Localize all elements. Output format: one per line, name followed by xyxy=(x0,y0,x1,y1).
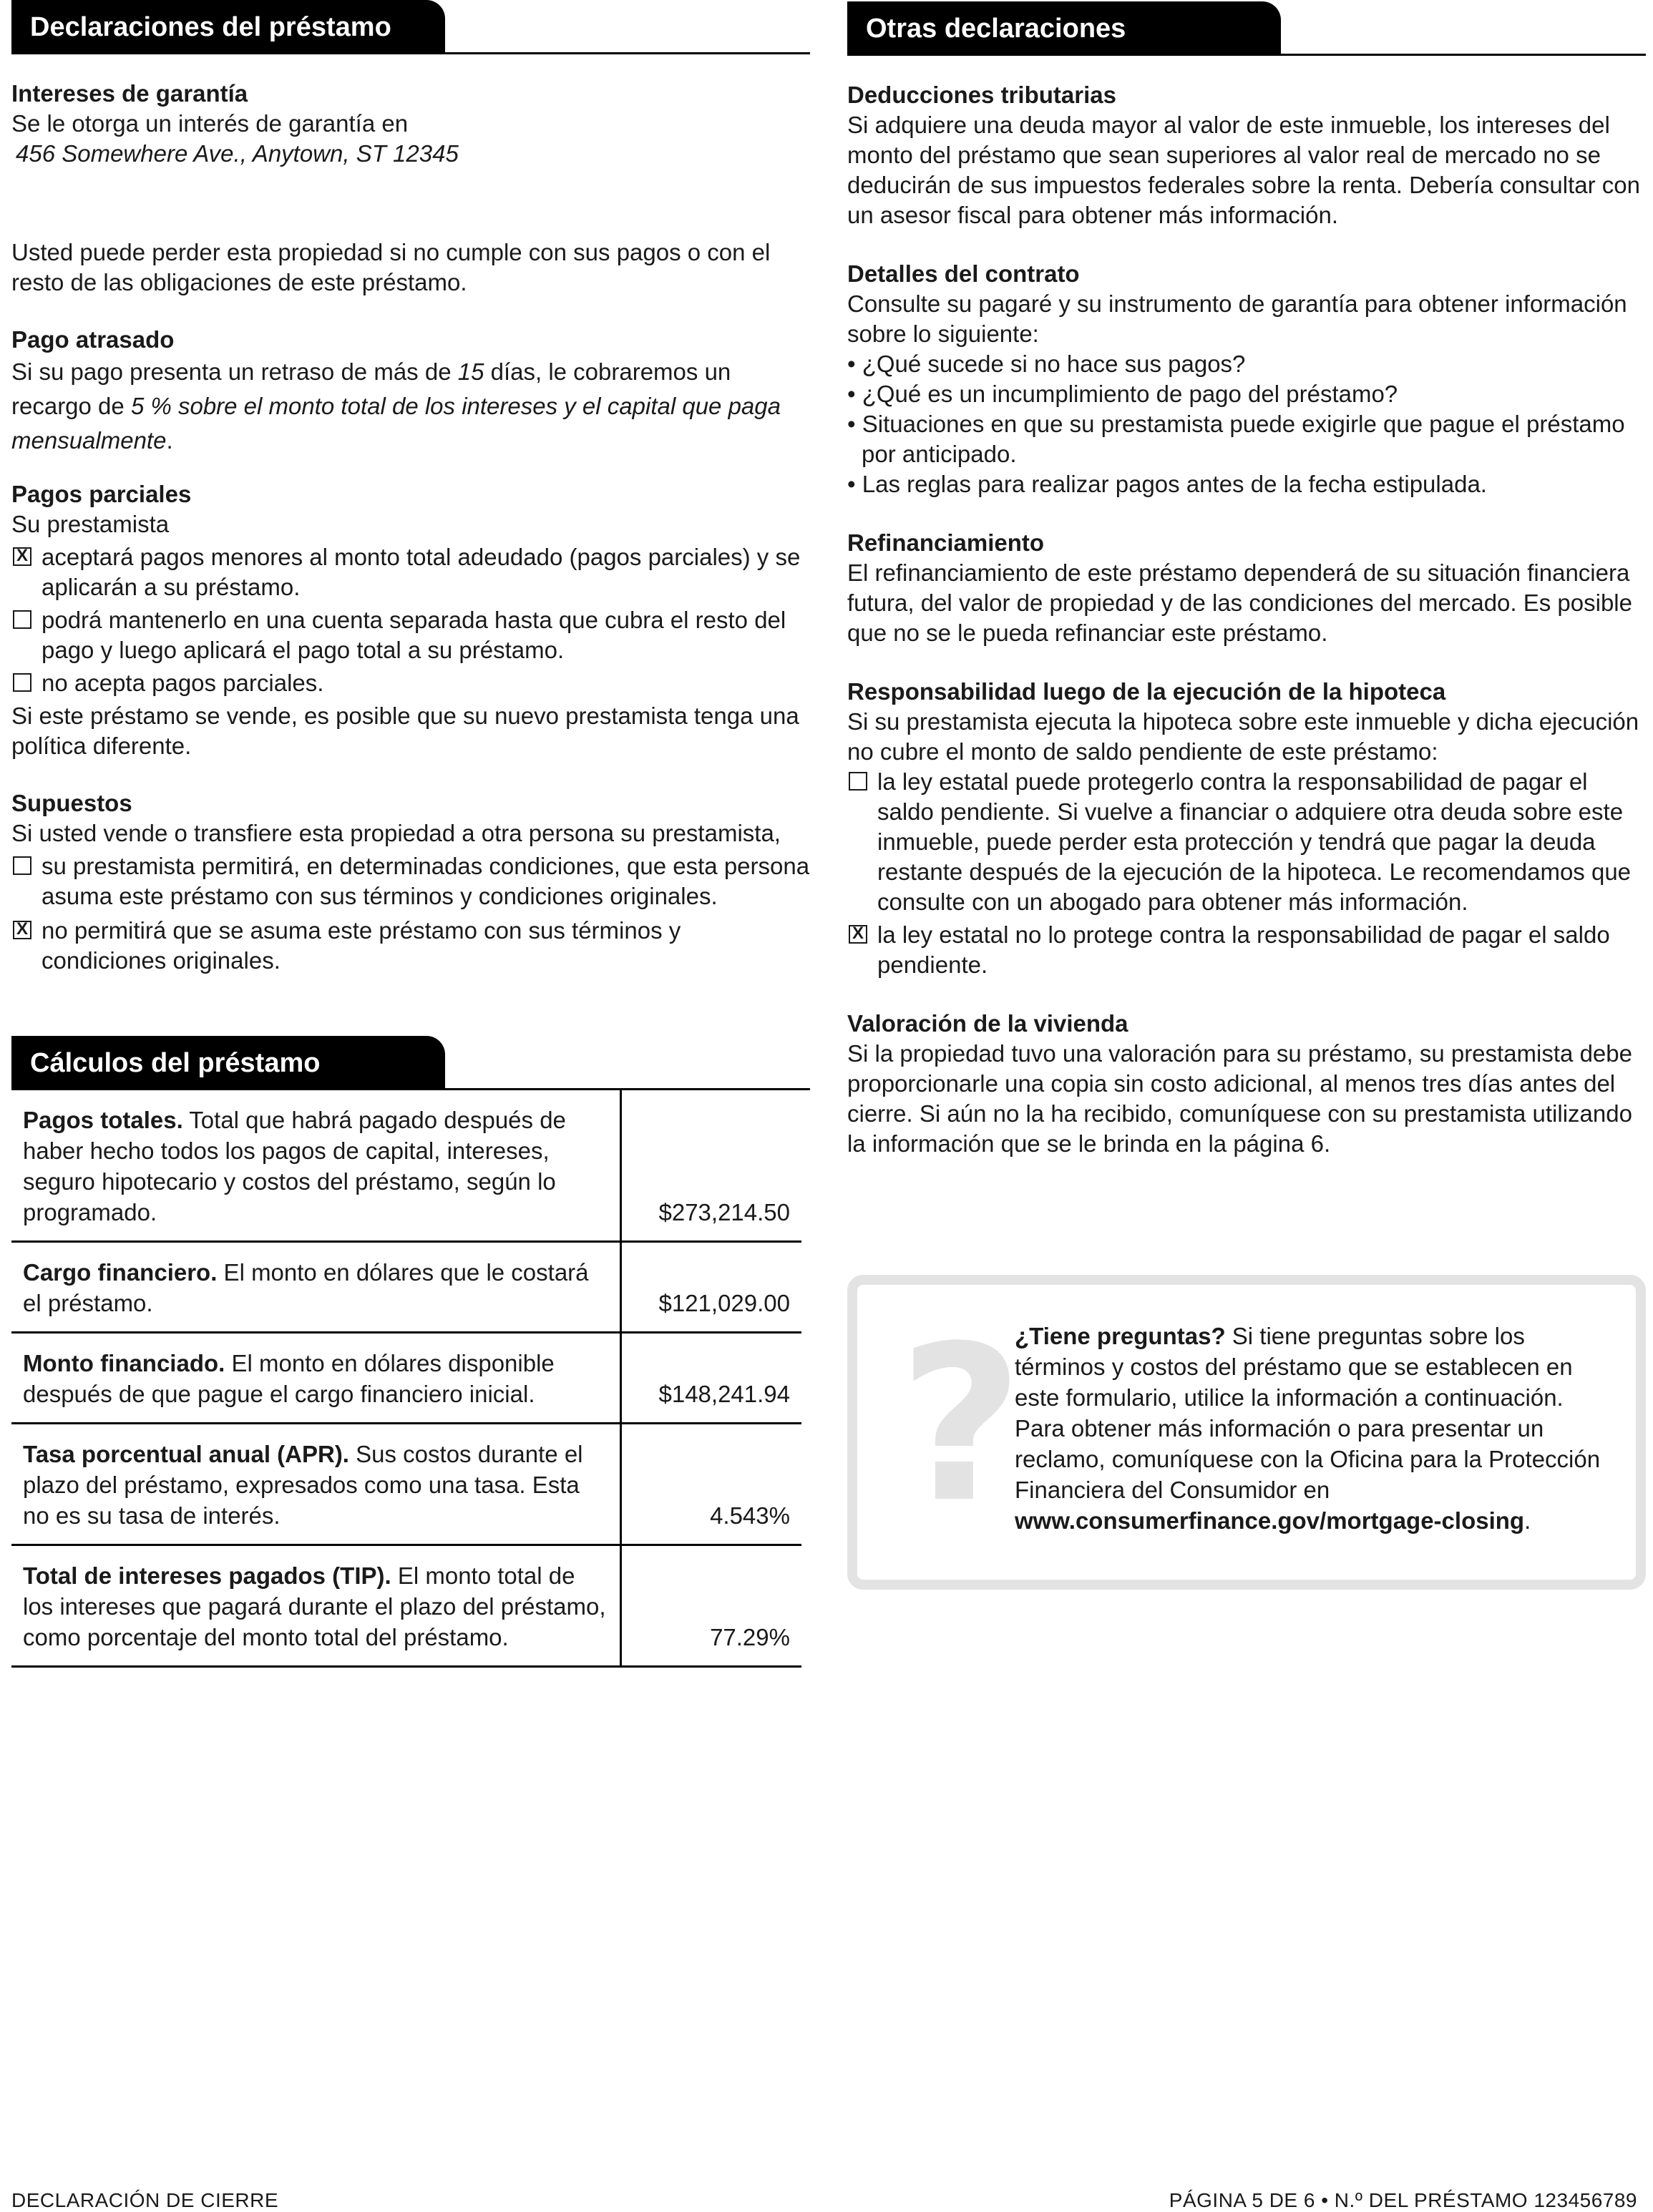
questions-text: ¿Tiene preguntas? Si tiene preguntas sobre los términos y costos del préstamo que se establecen en este formulario, utilice la información a continuación. Para obtener más información o para presentar un reclamo, comuníquese con la Oficina para la Protección Financiera del Consumidor en www.consumerfinance.gov/mortgage-closing. xyxy=(1015,1323,1601,1534)
left-column xyxy=(11,0,810,1668)
assumption-intro: Si usted vende o transfiere esta propiedad a otra persona su prestamista, xyxy=(11,820,781,846)
checkbox[interactable]: X xyxy=(849,925,867,944)
section-title: Declaraciones del préstamo xyxy=(11,0,445,54)
row-label: Total de intereses pagados (TIP). xyxy=(23,1562,391,1589)
other-disclosures-header xyxy=(847,1,1646,56)
contract-intro: Consulte su pagaré y su instrumento de garantía para obtener información sobre lo siguiente: xyxy=(847,290,1627,347)
footer-right: PÁGINA 5 DE 6 • N.º DEL PRÉSTAMO 123456789 xyxy=(1169,2189,1637,2211)
row-label: Cargo financiero. xyxy=(23,1259,218,1286)
appraisal-heading: Valoración de la vivienda xyxy=(847,1010,1128,1037)
refinance xyxy=(847,528,1646,648)
checkbox[interactable]: X xyxy=(13,921,31,939)
list-item: • ¿Qué sucede si no hace sus pagos? xyxy=(847,351,1246,377)
late-days: 15 xyxy=(457,358,484,385)
footer-left: DECLARACIÓN DE CIERRE xyxy=(11,2189,279,2211)
liability-option: X la ley estatal no lo protege contra la responsabilidad de pagar el saldo pendiente. xyxy=(847,920,1646,980)
liability-option: la ley estatal puede protegerlo contra la responsabilidad de pagar el saldo pendiente. Si vuelve a financiar o adquiere otra deuda sobre este inmueble, puede perder esta protección y tendrá que pagar la deuda restante después de la ejecución de la hipoteca. Le recomendamos que consulte con un abogado para obtener más información. xyxy=(847,767,1646,917)
tax-text: Si adquiere una deuda mayor al valor de este inmueble, los intereses del monto del préstamo que sean superiores al valor real de mercado no se deducirán de sus impuestos federales sobre la renta. Debería consultar con un asesor fiscal para obtener más información. xyxy=(847,112,1640,228)
list-item: • Las reglas para realizar pagos antes de la fecha estipulada. xyxy=(847,471,1487,497)
row-value: $121,029.00 xyxy=(658,1290,790,1316)
table-row xyxy=(11,1424,801,1545)
contract-heading: Detalles del contrato xyxy=(847,260,1080,287)
contract-list xyxy=(847,349,1646,499)
liability-intro: Si su prestamista ejecuta la hipoteca sobre este inmueble y dicha ejecución no cubre el monto de saldo pendiente de este préstamo: xyxy=(847,708,1639,765)
row-label: Pagos totales. xyxy=(23,1107,183,1133)
partial-option: no acepta pagos parciales. xyxy=(11,668,810,698)
right-column xyxy=(847,0,1646,1159)
row-description: El monto total de los intereses que pagará durante el plazo del préstamo, como porcentaje del monto total del préstamo. xyxy=(23,1562,606,1650)
contract-details xyxy=(847,259,1646,499)
liability-after-foreclosure xyxy=(847,677,1646,980)
section-title: Cálculos del préstamo xyxy=(11,1036,445,1090)
late-payment-text: Si su pago presenta un retraso de más de 15 días, le cobraremos un recargo de 5 % sobre el monto total de los intereses y el capital que paga mensualmente. xyxy=(11,358,781,454)
table-row xyxy=(11,1545,801,1667)
checkbox[interactable] xyxy=(13,673,31,692)
loan-calculations-table xyxy=(11,1090,801,1668)
list-item: • Situaciones en que su prestamista puede exigirle que pague el préstamo por anticipado. xyxy=(847,411,1625,467)
row-description: Sus costos durante el plazo del préstamo, expresados como una tasa. Esta no es su tasa de interés. xyxy=(23,1441,583,1529)
row-description: Total que habrá pagado después de haber hecho todos los pagos de capital, intereses, seguro hipotecario y costos del préstamo, según lo programado. xyxy=(23,1107,566,1225)
table-row xyxy=(11,1090,801,1242)
loan-disclosures-header xyxy=(11,0,810,54)
question-mark-icon: ? xyxy=(899,1300,1024,1550)
loan-calculations-header xyxy=(11,1036,810,1090)
assumption-option: X no permitirá que se asuma este préstamo con sus términos y condiciones originales. xyxy=(11,916,810,976)
security-interest-note: Usted puede perder esta propiedad si no cumple con sus pagos o con el resto de las obligaciones de este préstamo. xyxy=(11,239,771,295)
partial-payments xyxy=(11,479,810,761)
refinance-heading: Refinanciamiento xyxy=(847,529,1045,556)
row-value: $273,214.50 xyxy=(658,1199,790,1225)
security-interest-heading: Intereses de garantía xyxy=(11,80,248,107)
checkbox[interactable]: X xyxy=(13,547,31,566)
partial-option: podrá mantenerlo en una cuenta separada hasta que cubra el resto del pago y luego aplicará el pago total a su préstamo. xyxy=(11,605,810,665)
checkbox[interactable] xyxy=(13,610,31,629)
row-value: 4.543% xyxy=(710,1502,790,1529)
partial-option: X aceptará pagos menores al monto total adeudado (pagos parciales) y se aplicarán a su préstamo. xyxy=(11,542,810,602)
security-interest-text: Se le otorga un interés de garantía en xyxy=(11,110,409,137)
refinance-text: El refinanciamiento de este préstamo dependerá de su situación financiera futura, del valor de propiedad y de las condiciones del mercado. Es posible que no se le pueda refinanciar este préstamo. xyxy=(847,559,1632,646)
tax-heading: Deducciones tributarias xyxy=(847,82,1116,108)
checkbox[interactable] xyxy=(13,856,31,875)
section-title: Otras declaraciones xyxy=(847,1,1281,56)
checkbox[interactable] xyxy=(849,772,867,791)
row-value: $148,241.94 xyxy=(658,1381,790,1407)
assumption-option: su prestamista permitirá, en determinadas condiciones, que esta persona asuma este préstamo con sus términos y condiciones originales. xyxy=(11,851,810,911)
cfpb-link[interactable]: www.consumerfinance.gov/mortgage-closing xyxy=(1015,1507,1525,1534)
appraisal-text: Si la propiedad tuvo una valoración para su préstamo, su prestamista debe proporcionarle una copia sin costo adicional, al menos tres días antes del cierre. Si aún no la ha recibido, comuníquese con su prestamista utilizando la información que se le brinda en la página 6. xyxy=(847,1040,1632,1157)
questions-box xyxy=(847,1275,1646,1590)
table-row xyxy=(11,1333,801,1424)
row-label: Monto financiado. xyxy=(23,1350,225,1376)
row-description: El monto en dólares disponible después de que pague el cargo financiero inicial. xyxy=(23,1350,555,1407)
security-interest xyxy=(11,79,810,298)
appraisal xyxy=(847,1009,1646,1159)
late-payment xyxy=(11,325,810,458)
partial-payments-note: Si este préstamo se vende, es posible que su nuevo prestamista tenga una política diferente. xyxy=(11,703,799,759)
table-row xyxy=(11,1242,801,1333)
row-label: Tasa porcentual anual (APR). xyxy=(23,1441,349,1467)
tax-deductions xyxy=(847,80,1646,230)
assumption-heading: Supuestos xyxy=(11,790,132,816)
late-fee: 5 % sobre el monto total de los intereses y el capital que paga mensualmente xyxy=(11,393,781,454)
row-value: 77.29% xyxy=(710,1624,790,1650)
partial-payments-heading: Pagos parciales xyxy=(11,481,192,507)
assumption xyxy=(11,788,810,976)
property-address: 456 Somewhere Ave., Anytown, ST 12345 xyxy=(16,140,459,167)
row-description: El monto en dólares que le costará el préstamo. xyxy=(23,1259,589,1316)
list-item: • ¿Qué es un incumplimiento de pago del préstamo? xyxy=(847,381,1398,407)
liability-heading: Responsabilidad luego de la ejecución de la hipoteca xyxy=(847,678,1446,705)
late-payment-heading: Pago atrasado xyxy=(11,326,175,353)
questions-heading: ¿Tiene preguntas? xyxy=(1015,1323,1226,1349)
partial-payments-intro: Su prestamista xyxy=(11,511,170,537)
